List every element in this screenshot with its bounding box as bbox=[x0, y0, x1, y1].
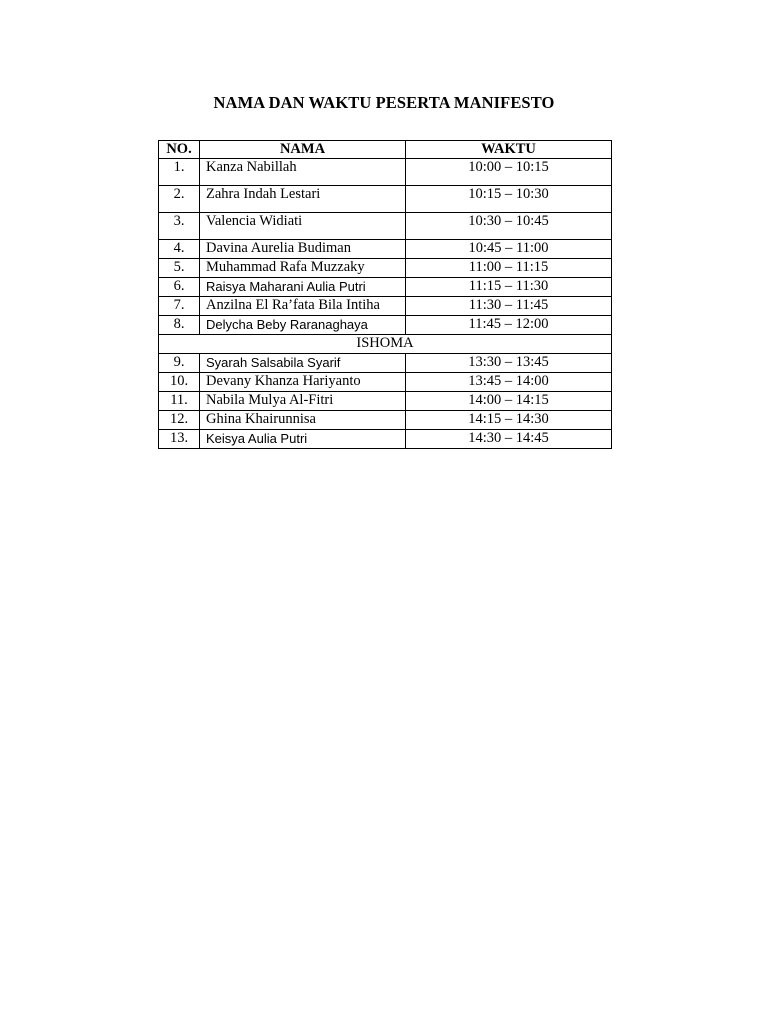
participant-name: Syarah Salsabila Syarif bbox=[200, 354, 406, 373]
table-row bbox=[159, 186, 612, 213]
participant-name: Keisya Aulia Putri bbox=[200, 430, 406, 449]
participant-name: Anzilna El Ra’fata Bila Intiha bbox=[200, 297, 406, 316]
table-row bbox=[159, 159, 612, 186]
table-row bbox=[159, 278, 612, 297]
break-label: ISHOMA bbox=[159, 335, 612, 354]
time-slot: 14:30 – 14:45 bbox=[406, 430, 612, 449]
table-row bbox=[159, 411, 612, 430]
row-number: 10. bbox=[159, 373, 200, 392]
row-number: 8. bbox=[159, 316, 200, 335]
participant-name: Muhammad Rafa Muzzaky bbox=[200, 259, 406, 278]
row-number: 13. bbox=[159, 430, 200, 449]
time-slot: 10:15 – 10:30 bbox=[406, 186, 612, 213]
participant-name: Delycha Beby Raranaghaya bbox=[200, 316, 406, 335]
participant-name: Davina Aurelia Budiman bbox=[200, 240, 406, 259]
row-number: 12. bbox=[159, 411, 200, 430]
row-number: 7. bbox=[159, 297, 200, 316]
time-slot: 10:45 – 11:00 bbox=[406, 240, 612, 259]
row-number: 2. bbox=[159, 186, 200, 213]
time-slot: 11:45 – 12:00 bbox=[406, 316, 612, 335]
row-number: 1. bbox=[159, 159, 200, 186]
row-number: 3. bbox=[159, 213, 200, 240]
header-nama: NAMA bbox=[200, 141, 406, 159]
participant-schedule-table bbox=[158, 140, 612, 449]
participant-name: Kanza Nabillah bbox=[200, 159, 406, 186]
table-row bbox=[159, 297, 612, 316]
time-slot: 13:30 – 13:45 bbox=[406, 354, 612, 373]
header-no: NO. bbox=[159, 141, 200, 159]
time-slot: 10:00 – 10:15 bbox=[406, 159, 612, 186]
table-row bbox=[159, 354, 612, 373]
time-slot: 14:00 – 14:15 bbox=[406, 392, 612, 411]
break-row bbox=[159, 335, 612, 354]
table-row bbox=[159, 392, 612, 411]
row-number: 9. bbox=[159, 354, 200, 373]
participant-name: Raisya Maharani Aulia Putri bbox=[200, 278, 406, 297]
row-number: 6. bbox=[159, 278, 200, 297]
table-row bbox=[159, 316, 612, 335]
time-slot: 13:45 – 14:00 bbox=[406, 373, 612, 392]
header-waktu: WAKTU bbox=[406, 141, 612, 159]
row-number: 5. bbox=[159, 259, 200, 278]
table-header-row bbox=[159, 141, 612, 159]
time-slot: 10:30 – 10:45 bbox=[406, 213, 612, 240]
time-slot: 11:30 – 11:45 bbox=[406, 297, 612, 316]
table-row bbox=[159, 213, 612, 240]
time-slot: 11:15 – 11:30 bbox=[406, 278, 612, 297]
row-number: 11. bbox=[159, 392, 200, 411]
table-row bbox=[159, 373, 612, 392]
page-title: NAMA DAN WAKTU PESERTA MANIFESTO bbox=[213, 93, 555, 112]
table-row bbox=[159, 430, 612, 449]
participant-name: Zahra Indah Lestari bbox=[200, 186, 406, 213]
table-row bbox=[159, 240, 612, 259]
time-slot: 14:15 – 14:30 bbox=[406, 411, 612, 430]
participant-name: Nabila Mulya Al-Fitri bbox=[200, 392, 406, 411]
participant-name: Valencia Widiati bbox=[200, 213, 406, 240]
participant-name: Ghina Khairunnisa bbox=[200, 411, 406, 430]
row-number: 4. bbox=[159, 240, 200, 259]
participant-name: Devany Khanza Hariyanto bbox=[200, 373, 406, 392]
time-slot: 11:00 – 11:15 bbox=[406, 259, 612, 278]
table-row bbox=[159, 259, 612, 278]
